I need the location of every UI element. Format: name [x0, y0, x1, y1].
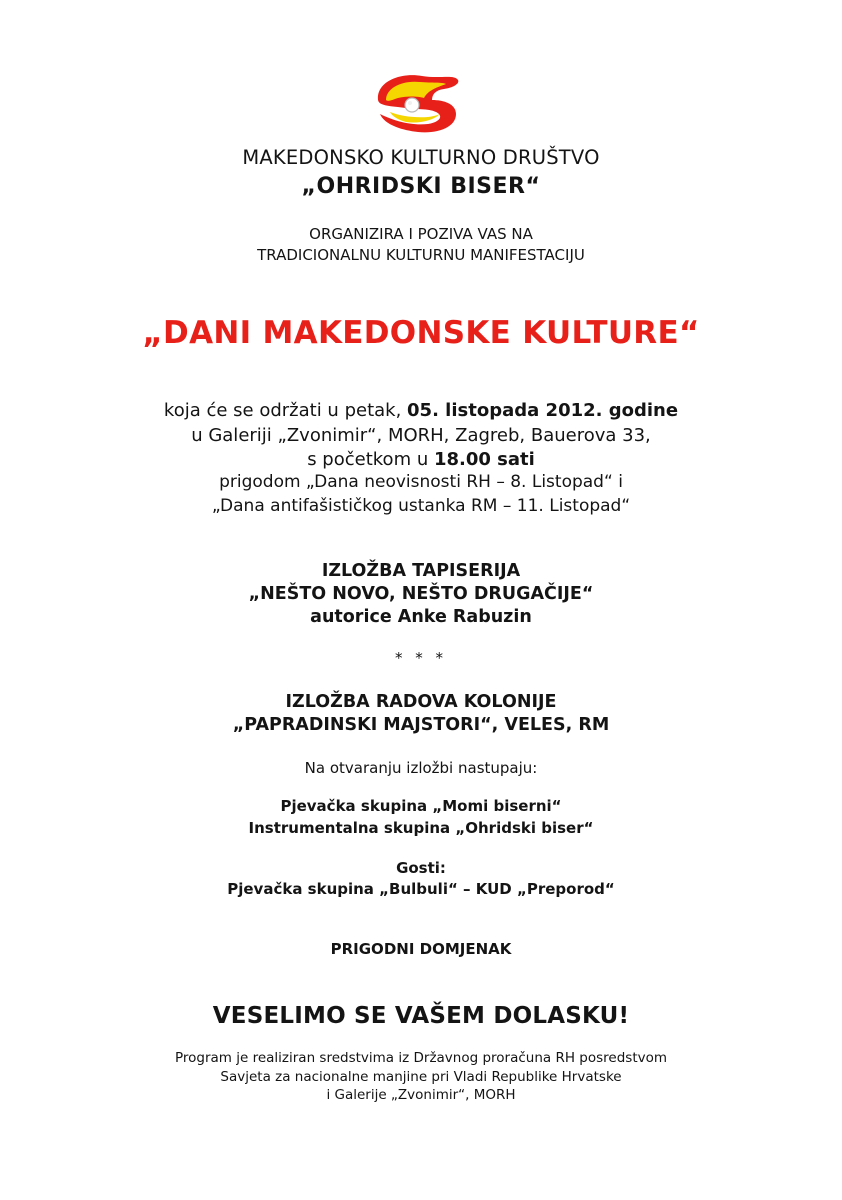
event-venue: u Galeriji „Zvonimir“, MORH, Zagreb, Bauerova 33, [191, 425, 651, 446]
reception-note: PRIGODNI DOMJENAK [330, 940, 512, 958]
pearl-shell-icon [370, 70, 462, 136]
exhibition-2-name: „PAPRADINSKI MAJSTORI“, VELES, RM [232, 715, 610, 735]
event-date: 05. listopada 2012. godine [407, 400, 679, 421]
performer-group-2: Instrumentalna skupina „Ohridski biser“ [248, 819, 594, 837]
exhibition-1-name: „NEŠTO NOVO, NEŠTO DRUGAČIJE“ [248, 584, 594, 604]
funding-line-3: i Galerije „Zvonimir“, MORH [326, 1087, 516, 1103]
exhibition-2-title: IZLOŽBA RADOVA KOLONIJE [285, 692, 557, 712]
exhibition-1-title: IZLOŽBA TAPISERIJA [321, 561, 521, 581]
event-occasion-2: „Dana antifašističkog ustanka RM – 11. Listopad“ [211, 496, 631, 516]
welcome-message: VESELIMO SE VAŠEM DOLASKU! [212, 1003, 630, 1029]
org-subtitle: „OHRIDSKI BISER“ [301, 174, 541, 199]
section-separator: * * * [394, 649, 448, 667]
event-title: „DANI MAKEDONSKE KULTURE“ [142, 315, 700, 351]
event-start-line [0, 451, 842, 469]
funding-line-1: Program je realiziran sredstvima iz Državnog proračuna RH posredstvom [174, 1050, 668, 1066]
invite-line-1: ORGANIZIRA I POZIVA VAS NA [309, 225, 533, 243]
event-start-time: 18.00 sati [433, 449, 535, 470]
event-date-line [0, 402, 842, 420]
performer-group-1: Pjevačka skupina „Momi biserni“ [280, 797, 562, 815]
exhibition-1-author: autorice Anke Rabuzin [310, 607, 532, 627]
performers-intro: Na otvaranju izložbi nastupaju: [304, 759, 538, 777]
org-name: MAKEDONSKO KULTURNO DRUŠTVO [242, 146, 600, 169]
funding-line-2: Savjeta za nacionalne manjine pri Vladi Republike Hrvatske [220, 1069, 622, 1085]
invite-line-2: TRADICIONALNU KULTURNU MANIFESTACIJU [257, 246, 585, 264]
guest-group-1: Pjevačka skupina „Bulbuli“ – KUD „Preporod“ [227, 880, 615, 898]
event-occasion-1: prigodom „Dana neovisnosti RH – 8. Listopad“ i [219, 472, 623, 492]
event-start-prefix: s početkom u [307, 449, 434, 470]
guests-label: Gosti: [396, 859, 446, 877]
event-date-prefix: koja će se održati u petak, [163, 400, 408, 421]
